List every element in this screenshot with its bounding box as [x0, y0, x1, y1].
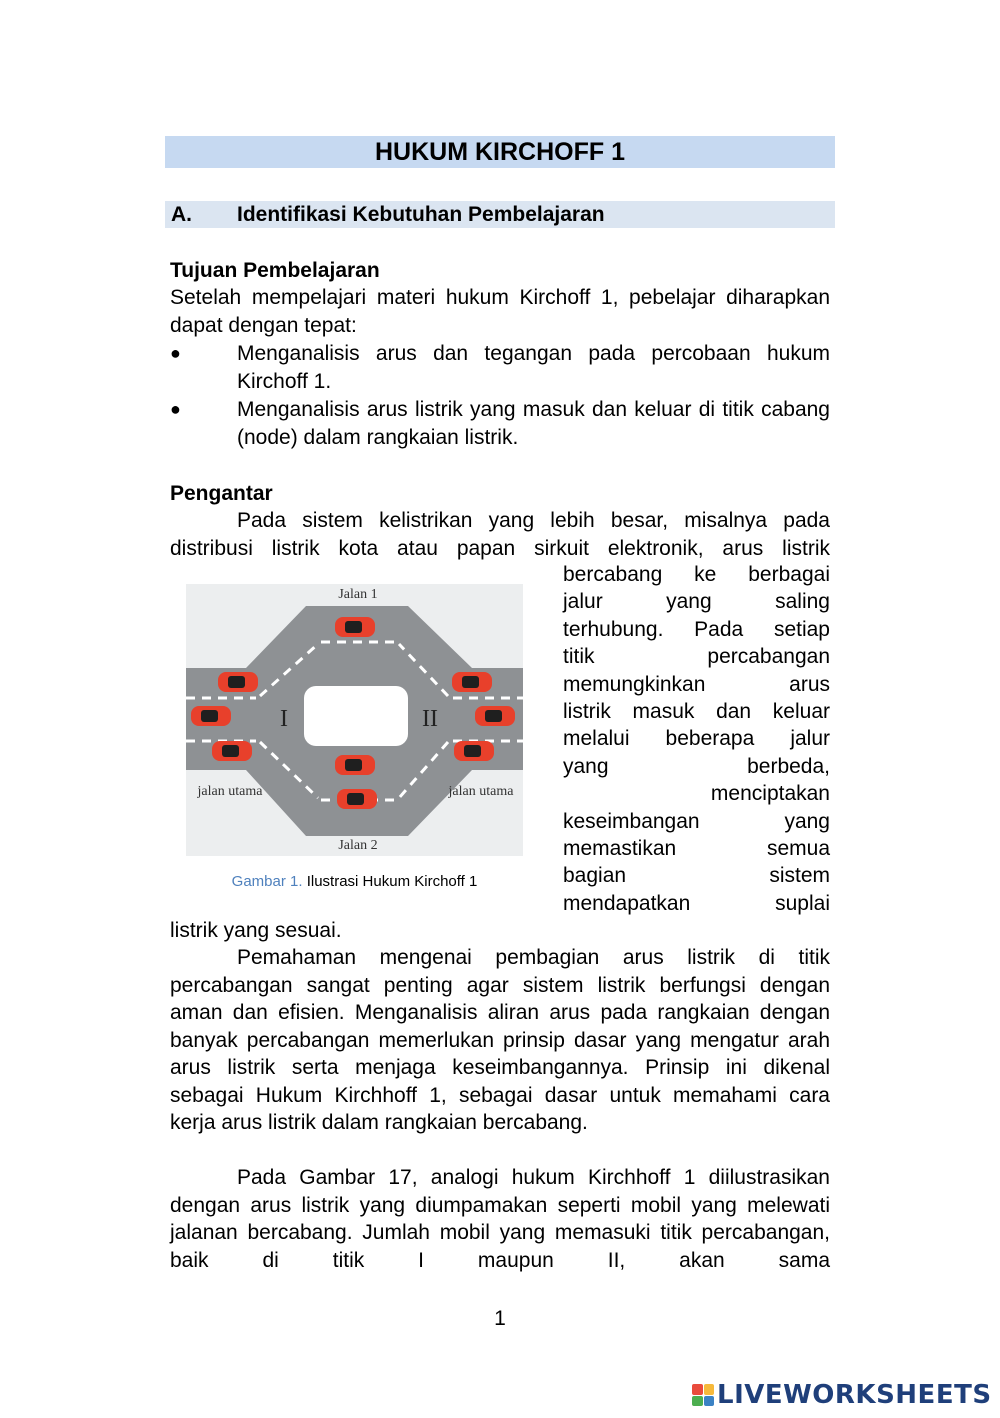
objectives-intro: Setelah mempelajari materi hukum Kirchoff 1, pebelajar diharapkan dapat dengan tepat:: [170, 286, 830, 337]
label-jalan-2: Jalan 2: [338, 838, 378, 853]
word: terhubung.: [563, 617, 664, 641]
car-right-3: [454, 741, 494, 761]
car-left-1: [218, 672, 258, 692]
word: melalui: [563, 727, 630, 751]
word: saling: [775, 590, 830, 614]
caption-label: Gambar 1.: [231, 873, 303, 890]
wrap-line: [563, 643, 830, 670]
section-title: Identifikasi Kebutuhan Pembelajaran: [237, 203, 605, 226]
intro-paragraph-3: Pada Gambar 17, analogi hukum Kirchhoff 1 diilustrasikan dengan arus listrik yang diumpamakan seperti mobil yang melewati jalanan bercabang. Jumlah mobil yang memasuki titik percabangan, baik di titik I maupun II, akan sama: [170, 1166, 830, 1272]
intro-paragraph-1-start: Pada sistem kelistrikan yang lebih besar, misalnya pada distribusi listrik kota atau papan sirkuit elektronik, arus listrik: [170, 509, 830, 560]
word: ke: [694, 563, 717, 586]
car-bottom-2: [337, 789, 377, 809]
word: berbeda,: [747, 754, 830, 778]
word: Pada: [694, 617, 744, 641]
bullet-text: Menganalisis arus dan tegangan pada percobaan hukum Kirchoff 1.: [237, 342, 830, 393]
car-left-2: [191, 706, 231, 726]
word: percabangan: [707, 645, 830, 669]
wrap-line: [563, 753, 830, 780]
bullet-text: Menganalisis arus listrik yang masuk dan keluar di titik cabang (node) dalam rangkaian listrik.: [237, 398, 830, 449]
car-right-1: [452, 672, 492, 692]
word: bagian: [563, 864, 627, 888]
word: keluar: [772, 699, 830, 723]
car-bottom-1: [335, 755, 375, 775]
word: yang: [563, 754, 609, 778]
word: arus: [789, 672, 830, 696]
road-island: [304, 686, 408, 746]
liveworksheets-logo: [692, 1377, 992, 1413]
word: memungkinkan: [563, 672, 706, 696]
wrap-line: [563, 890, 830, 917]
word: semua: [766, 836, 830, 860]
node-label-i: I: [280, 706, 288, 732]
page-title: HUKUM KIRCHOFF 1: [165, 136, 835, 168]
word: yang: [666, 590, 712, 614]
car-top: [335, 617, 375, 637]
node-label-ii: II: [422, 706, 438, 732]
label-jalan-utama-left: jalan utama: [197, 784, 263, 799]
word: yang: [784, 809, 830, 833]
wrap-line: [563, 862, 830, 889]
word: mendapatkan: [563, 891, 691, 915]
word: sistem: [769, 864, 830, 888]
intro-heading: Pengantar: [170, 482, 273, 505]
wrap-line: [563, 671, 830, 698]
word: menciptakan: [710, 782, 830, 806]
word: setiap: [773, 617, 830, 641]
intro-paragraph-1-end: listrik yang sesuai.: [170, 919, 342, 942]
car-left-3: [212, 741, 252, 761]
word: jalur: [790, 727, 830, 751]
word: bercabang: [563, 563, 663, 586]
caption-text: Ilustrasi Hukum Kirchoff 1: [306, 873, 478, 890]
bullet-icon: ●: [170, 343, 181, 363]
word: memastikan: [563, 836, 677, 860]
objectives-heading: Tujuan Pembelajaran: [170, 259, 380, 282]
intro-paragraph-2: Pemahaman mengenai pembagian arus listrik di titik percabangan sangat penting agar sistem listrik berfungsi dengan aman dan efisien. Menganalisis aliran arus pada rangkaian dengan banyak percabangan memerlukan prinsip dasar yang mengatur arah arus listrik serta menjaga keseimbangannya. Prinsip ini dikenal sebagai Hukum Kirchhoff 1, sebagai dasar untuk memahami cara kerja arus listrik dalam rangkaian bercabang.: [170, 946, 830, 1134]
brand-wordmark: LIVEWORKSHEETS: [717, 1380, 992, 1410]
word: masuk: [632, 699, 695, 723]
figure-caption: [186, 872, 523, 892]
road-junction-figure: [186, 584, 523, 856]
word: keseimbangan: [563, 809, 700, 833]
car-right-2: [475, 706, 515, 726]
word: beberapa: [665, 727, 755, 751]
word: jalur: [563, 590, 603, 614]
section-number: A.: [171, 203, 192, 226]
bullet-icon: ●: [170, 399, 181, 419]
wrap-line: [563, 698, 830, 725]
wrap-line: [563, 588, 830, 615]
brand-icon: [692, 1384, 714, 1406]
word: dan: [716, 699, 752, 723]
wrap-line: [563, 835, 830, 862]
word: titik: [563, 645, 595, 669]
wrap-line: [563, 725, 830, 752]
wrap-line: [563, 808, 830, 835]
word: berbagai: [748, 563, 830, 586]
page-number: 1: [494, 1307, 506, 1330]
section-header: [165, 201, 835, 228]
word: suplai: [775, 891, 830, 915]
wrap-line: [563, 780, 830, 807]
word: listrik: [563, 699, 611, 723]
label-jalan-1: Jalan 1: [338, 587, 378, 602]
label-jalan-utama-right: jalan utama: [448, 784, 514, 799]
intro-paragraph-1-wrap: [563, 561, 830, 917]
wrap-line: [563, 616, 830, 643]
wrap-line: [563, 561, 830, 588]
